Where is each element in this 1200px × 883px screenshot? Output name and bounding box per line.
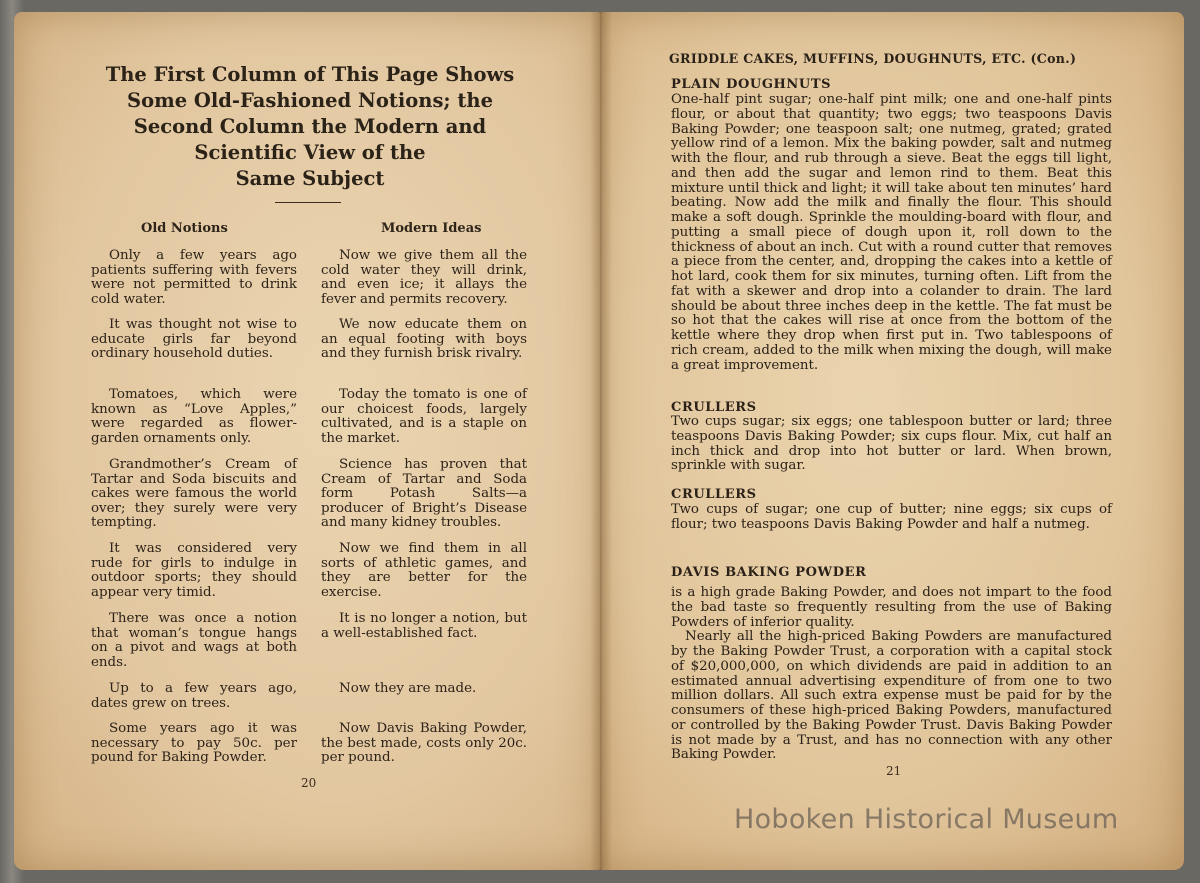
crullers-recipe-1: Two cups sugar; six eggs; one tablespoon butter or lard; three teaspoons Davis Baking Powder; six cups flour. Mix, cut half an inch thick and drop into hot butter or lard. When brown, sprinkle with sugar. bbox=[671, 414, 1112, 474]
davis-baking-powder-text bbox=[671, 586, 1112, 763]
old-notion-7: Up to a few years ago, dates grew on trees. bbox=[91, 681, 297, 711]
modern-idea-4: Science has proven that Cream of Tartar and Soda form Potash Salts—a producer of Bright’s Disease and many kidney troubles. bbox=[321, 457, 527, 531]
crullers-title-2: CRULLERS bbox=[671, 487, 757, 502]
museum-watermark: Hoboken Historical Museum bbox=[734, 804, 1119, 835]
modern-ideas-header: Modern Ideas bbox=[381, 221, 482, 236]
old-notion-8: Some years ago it was necessary to pay 50c. per pound for Baking Powder. bbox=[91, 721, 297, 766]
old-notion-5: It was considered very rude for girls to indulge in outdoor sports; they should appear very timid. bbox=[91, 541, 297, 600]
heading-divider bbox=[275, 202, 341, 203]
modern-idea-6: It is no longer a notion, but a well-established fact. bbox=[321, 611, 527, 641]
modern-idea-8: Now Davis Baking Powder, the best made, costs only 20c. per pound. bbox=[321, 721, 527, 766]
davis-paragraph-1: is a high grade Baking Powder, and does not impart to the food the bad taste so frequently resulting from the use of Baking Powders of inferior quality. bbox=[671, 585, 1112, 630]
davis-baking-powder-title: DAVIS BAKING POWDER bbox=[671, 565, 867, 580]
heading-line: The First Column of This Page Shows bbox=[105, 63, 515, 86]
heading-line: Some Old-Fashioned Notions; the bbox=[126, 89, 493, 112]
old-notion-1: Only a few years ago patients suffering with fevers were not permitted to drink cold water. bbox=[91, 248, 297, 307]
running-head: GRIDDLE CAKES, MUFFINS, DOUGHNUTS, ETC. (Con.) bbox=[669, 51, 1077, 66]
old-notion-4: Grandmother’s Cream of Tartar and Soda biscuits and cakes were famous the world over; they surely were very tempting. bbox=[91, 457, 297, 531]
modern-idea-7: Now they are made. bbox=[339, 681, 477, 696]
modern-idea-3: Today the tomato is one of our choicest foods, largely cultivated, and is a staple on the market. bbox=[321, 387, 527, 446]
old-notions-header: Old Notions bbox=[141, 221, 228, 236]
heading-line: Same Subject bbox=[235, 167, 385, 190]
davis-paragraph-2: Nearly all the high-priced Baking Powders are manufactured by the Baking Powder Trust, a corporation with a capital stock of $20,000,000, on which dividends are paid in addition to an estimated annual advertising expenditure of from one to two million dollars. All such extra expense must be paid for by the consumers of these high-priced Baking Powders, manufactured or controlled by the Baking Powder Trust. Davis Baking Powder is not made by a Trust, and has no connection with any other Baking Powder. bbox=[671, 629, 1112, 763]
modern-idea-1: Now we give them all the cold water they will drink, and even ice; it allays the fever and permits recovery. bbox=[321, 248, 527, 307]
modern-idea-2: We now educate them on an equal footing with boys and they furnish brisk rivalry. bbox=[321, 317, 527, 362]
heading-line: Second Column the Modern and bbox=[133, 115, 487, 138]
crullers-recipe-2: Two cups of sugar; one cup of butter; nine eggs; six cups of flour; two teaspoons Davis Baking Powder and half a nutmeg. bbox=[671, 502, 1112, 532]
modern-idea-5: Now we find them in all sorts of athletic games, and they are better for the exercise. bbox=[321, 541, 527, 600]
heading-line: Scientific View of the bbox=[194, 141, 426, 164]
crullers-title-1: CRULLERS bbox=[671, 400, 757, 415]
page-number-right: 21 bbox=[886, 764, 902, 778]
plain-doughnuts-recipe: One-half pint sugar; one-half pint milk; one and one-half pints flour, or about that quantity; two eggs; two teaspoons Davis Baking Powder; one teaspoon salt; one nutmeg, grated; grated yellow rind of a lemon. Mix the baking powder, salt and nutmeg with the flour, and rub through a sieve. Beat the eggs till light, and then add the sugar and lemon rind to them. Beat this mixture until thick and light; it will take about ten minutes’ hard beating. Now add the milk and finally the flour. This should make a soft dough. Sprinkle the moulding-board with flour, and putting a small piece of dough upon it, roll down to the thickness of about an inch. Cut with a round cutter that removes a piece from the center, and, dropping the cakes into a kettle of hot lard, cook them for six minutes, turning often. Lift from the fat with a skewer and drop into a colander to drain. The lard should be about three inches deep in the kettle. The fat must be so hot that the cakes will rise at once from the bottom of the kettle where they drop when first put in. Two tablespoons of rich cream, added to the milk when mixing the dough, will make a great improvement. bbox=[671, 92, 1112, 373]
old-notion-3: Tomatoes, which were known as “Love Apples,” were regarded as flower-garden ornaments only. bbox=[91, 387, 297, 446]
page-number-left: 20 bbox=[301, 776, 317, 790]
plain-doughnuts-title: PLAIN DOUGHNUTS bbox=[671, 77, 832, 92]
left-page-heading bbox=[80, 62, 540, 192]
old-notion-2: It was thought not wise to educate girls far beyond ordinary household duties. bbox=[91, 317, 297, 362]
old-notion-6: There was once a notion that woman’s tongue hangs on a pivot and wags at both ends. bbox=[91, 611, 297, 670]
